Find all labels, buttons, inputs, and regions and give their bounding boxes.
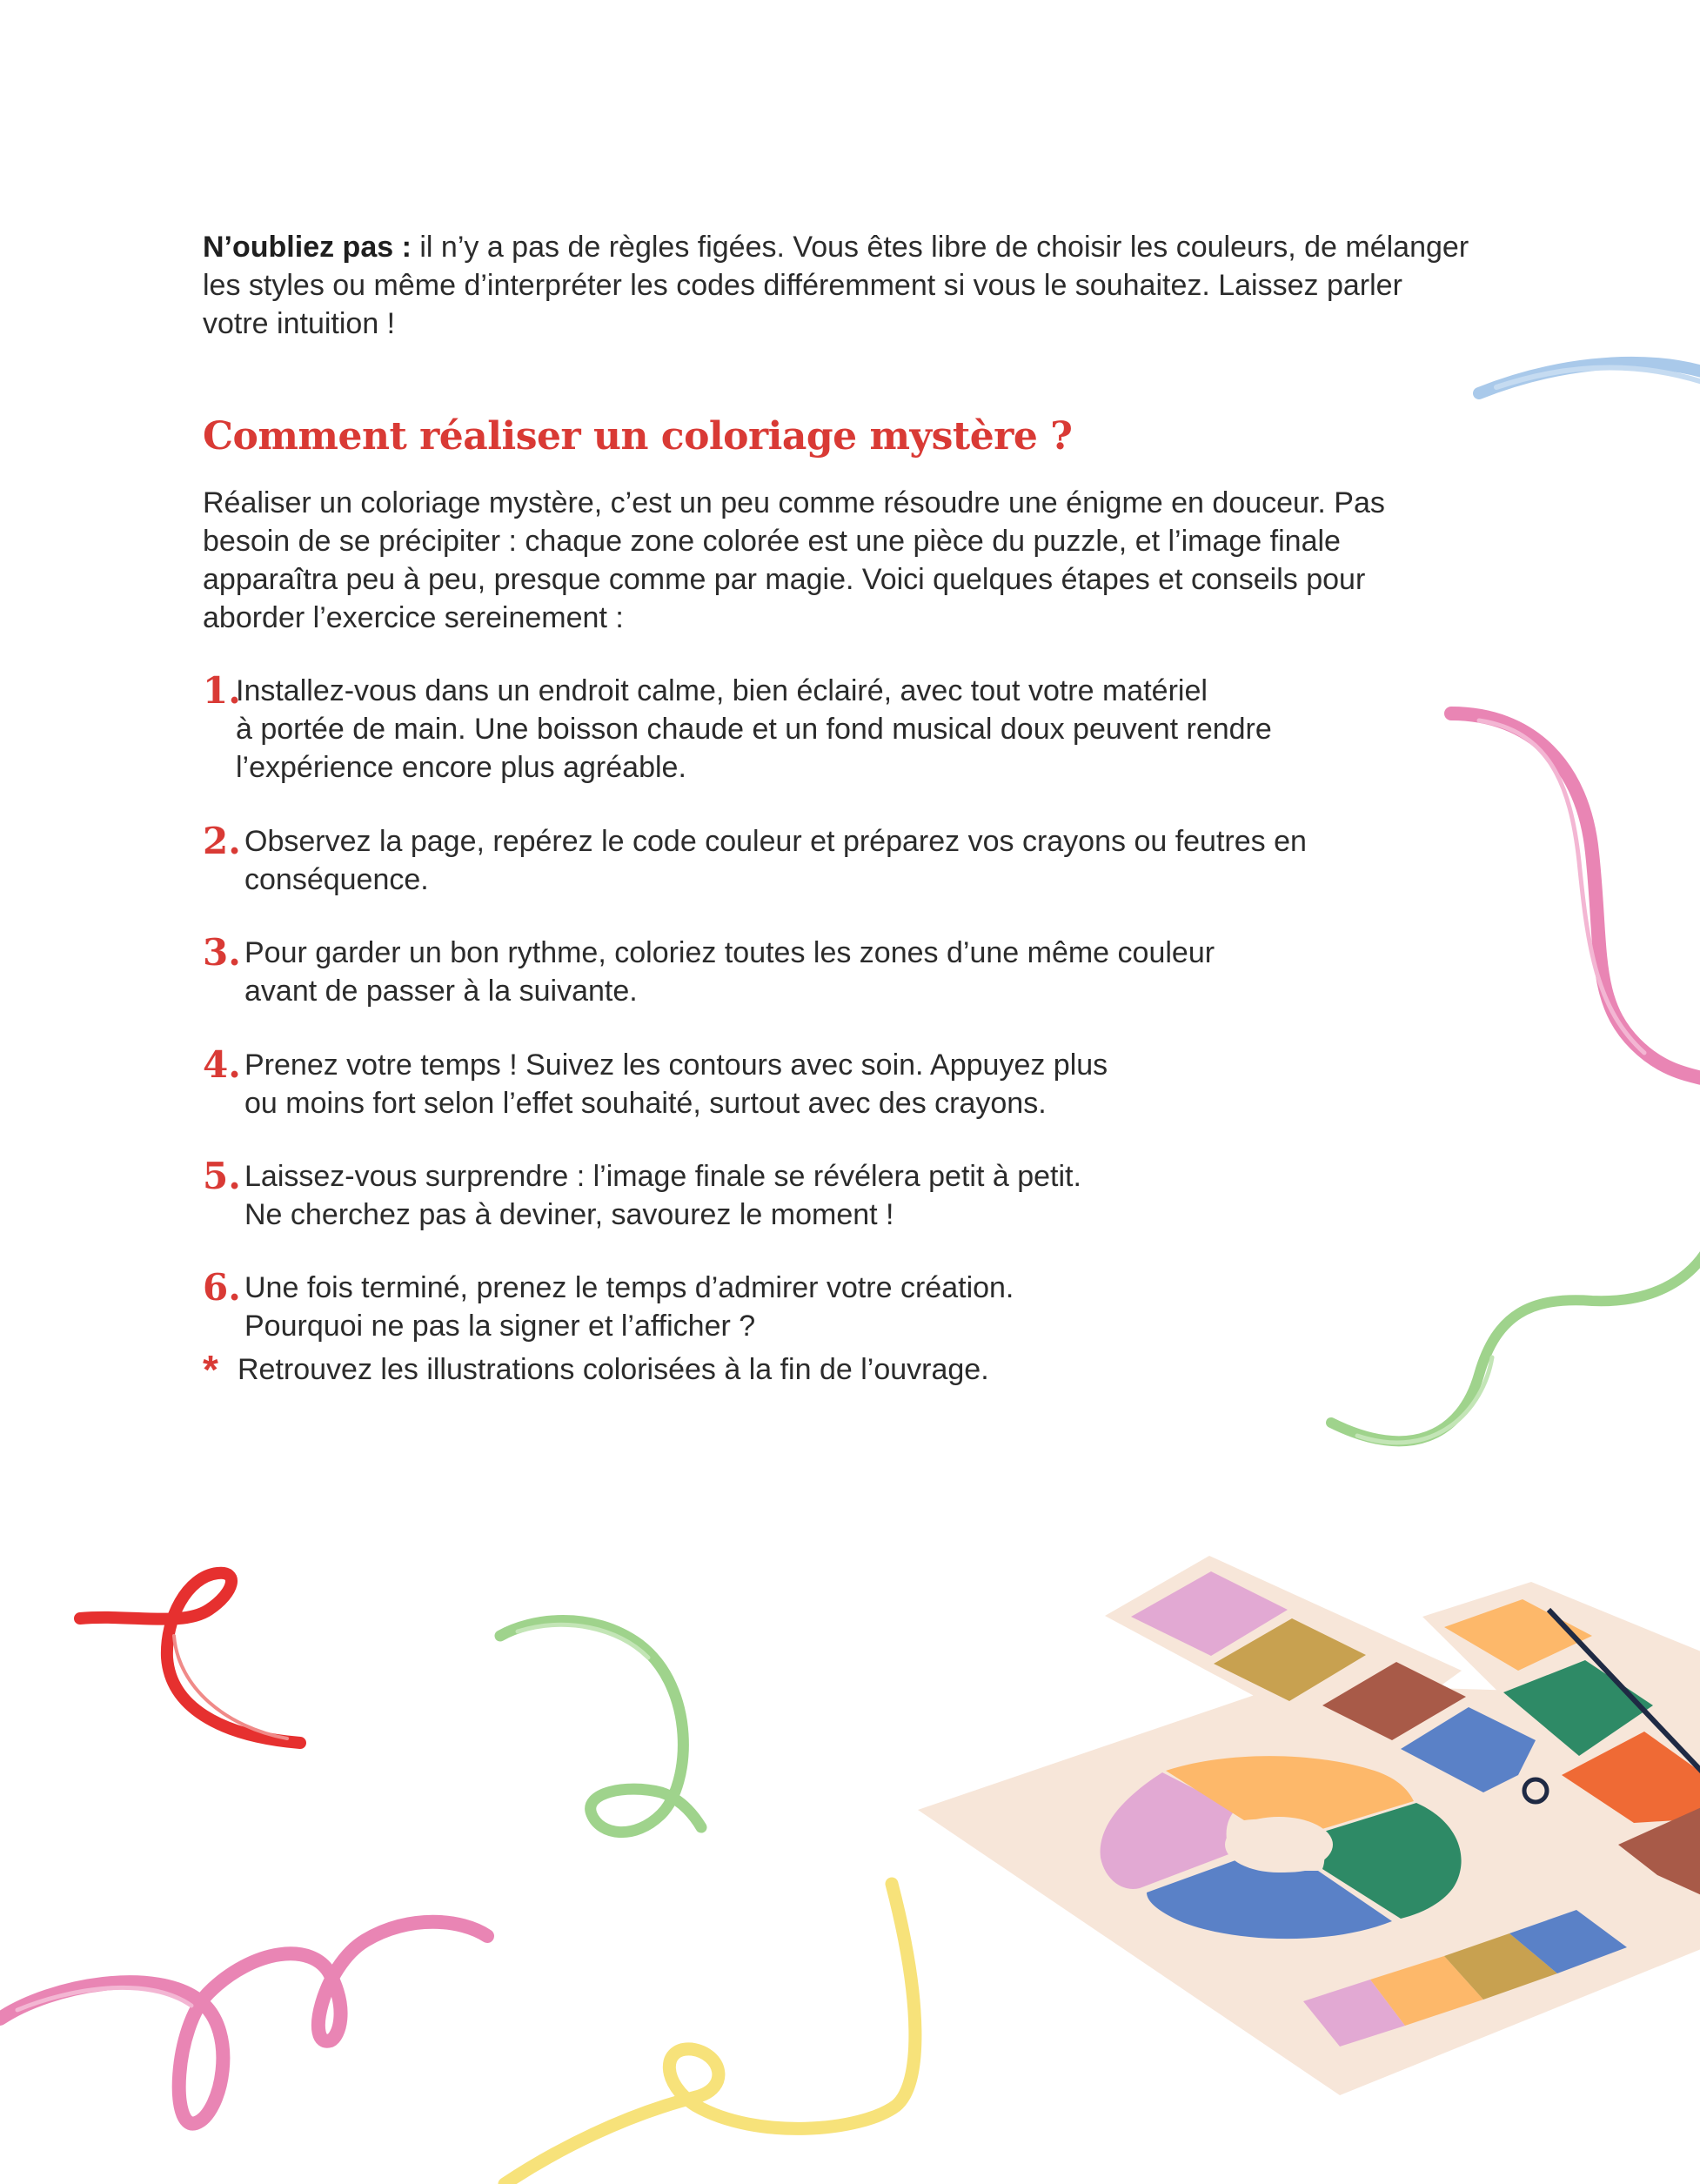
section-title: Comment réaliser un coloriage mystère ? xyxy=(203,414,1073,459)
step-text xyxy=(244,1046,1108,1122)
step-text xyxy=(244,1269,1014,1345)
step-number: 2. xyxy=(203,820,241,862)
step-number: 5. xyxy=(203,1155,241,1197)
step-1 xyxy=(203,669,1272,787)
step-line: l’expérience encore plus agréable. xyxy=(236,751,686,784)
green-swirl-right xyxy=(1331,1253,1700,1441)
intro-bold-label: N’oubliez pas : xyxy=(203,231,412,264)
step-line: ou moins fort selon l’effet souhaité, surtout avec des crayons. xyxy=(244,1087,1047,1120)
step-6 xyxy=(203,1266,1014,1345)
step-text xyxy=(244,1157,1081,1234)
para-line: besoin de se précipiter : chaque zone colorée est une pièce du puzzle, et l’image finale xyxy=(203,525,1341,558)
para-line: aborder l’exercice sereinement : xyxy=(203,601,624,634)
palette-base xyxy=(918,1684,1700,2095)
red-swirl xyxy=(80,1573,300,1743)
step-line: avant de passer à la suivante. xyxy=(244,975,638,1008)
green-swirl-middle xyxy=(500,1621,701,1832)
palette-swatches-left xyxy=(1131,1571,1536,1792)
step-3 xyxy=(203,931,1215,1010)
blue-swirl xyxy=(1479,363,1700,393)
step-number: 6. xyxy=(203,1266,241,1309)
intro-paragraph xyxy=(203,228,1499,343)
step-text xyxy=(244,934,1215,1010)
section-paragraph xyxy=(203,484,1499,637)
pink-swirl-right xyxy=(1451,713,1700,1079)
step-line: Ne cherchez pas à deviner, savourez le moment ! xyxy=(244,1198,894,1231)
palette-bottom-strip xyxy=(1303,1910,1627,2047)
step-text xyxy=(236,672,1272,787)
pink-swirl-left xyxy=(0,1922,487,2124)
step-line: Laissez-vous surprendre : l’image finale se révélera petit à petit. xyxy=(244,1160,1081,1193)
asterisk-icon: * xyxy=(203,1347,218,1392)
step-number: 1. xyxy=(203,669,241,712)
palette-swatches-right xyxy=(1444,1599,1700,1897)
step-line: Pour garder un bon rythme, coloriez toutes les zones d’une même couleur xyxy=(244,936,1215,969)
step-4 xyxy=(203,1043,1108,1122)
yellow-swirl xyxy=(505,1884,915,2184)
step-5 xyxy=(203,1157,1081,1234)
footnote xyxy=(203,1347,989,1392)
step-number: 3. xyxy=(203,931,241,974)
para-line: apparaîtra peu à peu, presque comme par magie. Voici quelques étapes et conseils pour xyxy=(203,563,1366,596)
step-line: à portée de main. Une boisson chaude et un fond musical doux peuvent rendre xyxy=(236,713,1272,746)
step-line: Observez la page, repérez le code couleur et préparez vos crayons ou feutres en xyxy=(244,825,1307,858)
para-line: Réaliser un coloriage mystère, c’est un peu comme résoudre une énigme en douceur. Pas xyxy=(203,486,1385,519)
intro-line-3: votre intuition ! xyxy=(203,307,396,340)
step-2 xyxy=(203,822,1307,899)
main-content xyxy=(203,228,1499,1392)
footnote-text: Retrouvez les illustrations colorisées à la fin de l’ouvrage. xyxy=(238,1353,989,1386)
intro-line-2: les styles ou même d’interpréter les codes différemment si vous le souhaitez. Laissez parler xyxy=(203,269,1402,302)
step-text xyxy=(244,822,1307,899)
step-line: conséquence. xyxy=(244,863,429,896)
intro-line-1: il n’y a pas de règles figées. Vous êtes libre de choisir les couleurs, de mélanger xyxy=(411,231,1469,264)
color-wheel xyxy=(1101,1756,1462,1939)
step-line: Installez-vous dans un endroit calme, bien éclairé, avec tout votre matériel xyxy=(236,674,1208,707)
step-line: Pourquoi ne pas la signer et l’afficher ? xyxy=(244,1310,756,1343)
step-line: Une fois terminé, prenez le temps d’admirer votre création. xyxy=(244,1271,1014,1304)
step-line: Prenez votre temps ! Suivez les contours avec soin. Appuyez plus xyxy=(244,1048,1108,1082)
step-number: 4. xyxy=(203,1043,241,1086)
